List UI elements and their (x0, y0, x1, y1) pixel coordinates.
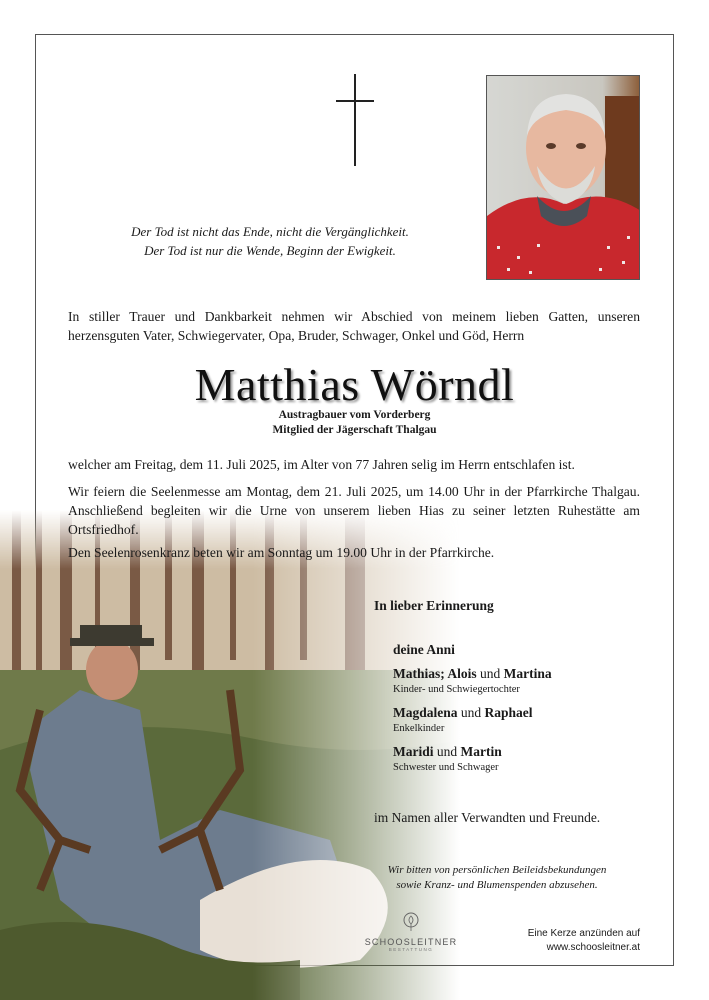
quote-line: Der Tod ist nicht das Ende, nicht die Vergänglichkeit. (131, 224, 409, 239)
family-name: Martin (460, 744, 502, 759)
family-grandchildren (393, 705, 533, 721)
deceased-name: Matthias Wörndl (194, 359, 515, 410)
funeral-home-logo[interactable] (361, 912, 461, 952)
mass-text: Wir feiern die Seelenmesse am Montag, dem 21. Juli 2025, um 14.00 Uhr in der Pfarrkirche Thalgau. Anschließend begleiten wir die Urne von unserem lieben Hias zu seiner letzten Ruhestätte am Ortsfriedhof. (68, 484, 640, 537)
cross-icon (354, 74, 356, 166)
family-name: Raphael (484, 705, 533, 720)
candle-text: Eine Kerze anzünden auf (527, 928, 640, 939)
family-joiner: und (457, 705, 485, 720)
cross-icon-bar (336, 100, 374, 102)
donation-request (362, 863, 632, 893)
request-line: sowie Kranz- und Blumenspenden abzusehen. (396, 879, 598, 891)
intro-text: In stiller Trauer und Dankbarkeit nehmen wir Abschied von meinem lieben Gatten, unseren herzensguten Vater, Schwiegervater, Opa, Bruder, Schwager, Onkel und Göd, Herrn (68, 309, 640, 343)
deceased-membership: Mitglied der Jägerschaft Thalgau (272, 424, 437, 436)
quote (70, 222, 470, 260)
family-relation: Enkelkinder (393, 723, 445, 734)
quote-line: Der Tod ist nur die Wende, Beginn der Ewigkeit. (144, 243, 396, 258)
remembrance-heading: In lieber Erinnerung (374, 598, 494, 613)
family-name: Magdalena (393, 705, 458, 720)
family-name: Martina (503, 666, 552, 681)
closing-text: im Namen aller Verwandten und Freunde. (374, 810, 601, 825)
family-name: Maridi (393, 744, 434, 759)
family-joiner: und (433, 744, 461, 759)
family-siblings (393, 744, 502, 760)
logo-tagline: BESTATTUNG (388, 947, 434, 952)
deceased-title: Austragbauer vom Vorderberg (278, 409, 431, 421)
family-spouse (393, 642, 455, 658)
family-children (393, 666, 552, 682)
family-relation: Kinder- und Schwiegertochter (393, 684, 520, 695)
candle-notice (490, 927, 640, 955)
death-notice: welcher am Freitag, dem 11. Juli 2025, im Alter von 77 Jahren selig im Herrn entschlafen ist. (68, 457, 575, 472)
request-line: Wir bitten von persönlichen Beileidsbekundungen (387, 864, 607, 876)
family-name: Mathias; Alois (393, 666, 477, 681)
family-joiner: und (476, 666, 504, 681)
family-name: deine Anni (393, 642, 455, 657)
family-relation: Schwester und Schwager (393, 762, 499, 773)
logo-name: SCHOOSLEITNER (364, 937, 458, 947)
rose-logo-icon (402, 912, 420, 932)
candle-link[interactable]: www.schoosleitner.at (546, 942, 640, 953)
rosary-text: Den Seelenrosenkranz beten wir am Sonntag um 19.00 Uhr in der Pfarrkirche. (68, 545, 495, 560)
portrait-photo (486, 75, 640, 280)
